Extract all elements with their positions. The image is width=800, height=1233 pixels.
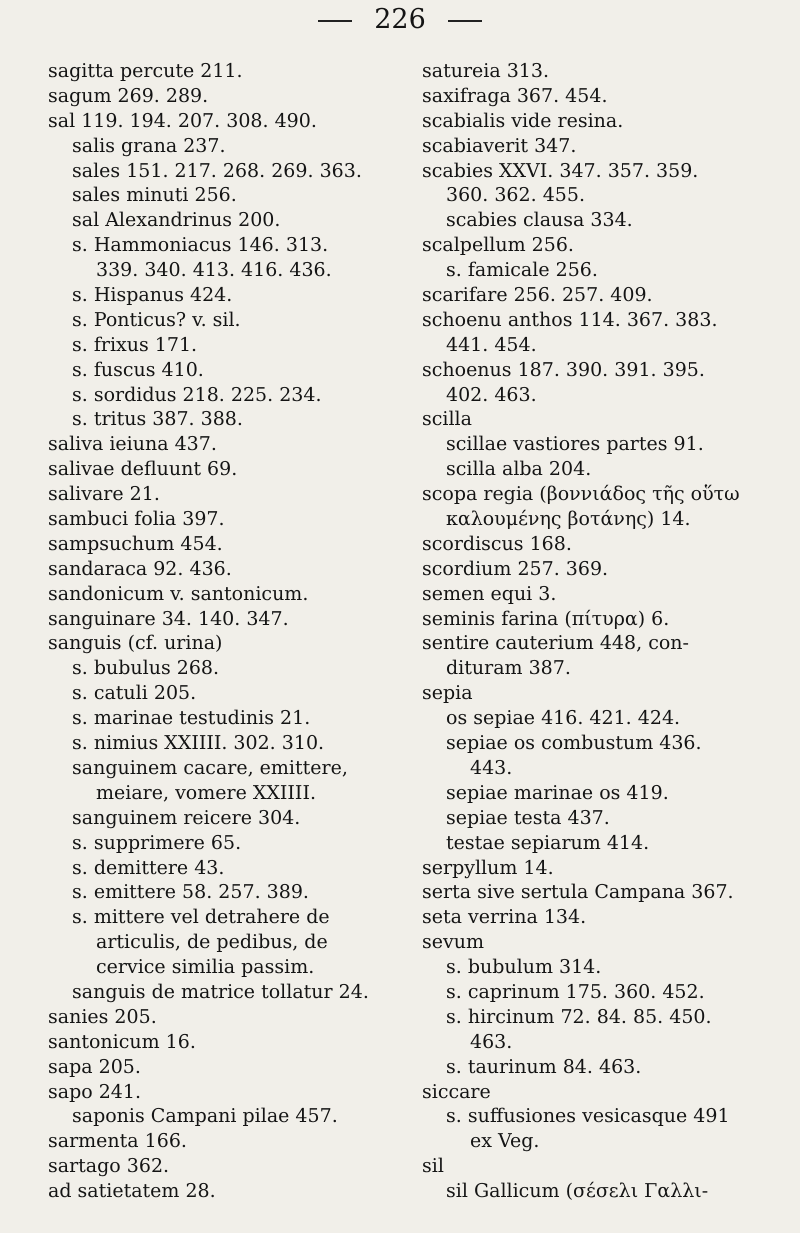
index-entry: s. famicale 256. — [446, 259, 598, 282]
index-entry: sanguinem cacare, emittere, — [72, 756, 348, 779]
index-entry: s. Hispanus 424. — [72, 284, 233, 307]
index-entry: dituram 387. — [446, 657, 571, 680]
index-entry: s. Ponticus? v. sil. — [72, 308, 241, 331]
index-entry: seminis farina (πίτυρα) 6. — [422, 607, 670, 630]
index-entry: meiare, vomere XXIIII. — [96, 781, 316, 804]
index-entry: scopa regia (βοννιάδος τῆς οὕτω — [422, 483, 740, 506]
index-entry: salivae defluunt 69. — [48, 458, 238, 481]
index-entry: 443. — [470, 756, 513, 779]
index-entry: scabies clausa 334. — [446, 209, 633, 232]
index-entry: articulis, de pedibus, de — [96, 931, 328, 954]
index-entry: sapo 241. — [48, 1080, 142, 1103]
index-entry: sanies 205. — [48, 1005, 157, 1028]
index-entry: s. tritus 387. 388. — [72, 408, 243, 431]
index-entry: sambuci folia 397. — [48, 508, 225, 531]
index-entry: 463. — [470, 1030, 513, 1053]
index-entry: sil Gallicum (σέσελι Γαλλι- — [446, 1180, 709, 1203]
index-entry: ex Veg. — [470, 1130, 540, 1153]
index-entry: scarifare 256. 257. 409. — [422, 284, 653, 307]
index-entry: salis grana 237. — [72, 134, 226, 157]
index-entry: sagum 269. 289. — [48, 84, 209, 107]
index-entry: sales minuti 256. — [72, 184, 237, 207]
index-entry: scordium 257. 369. — [422, 557, 609, 580]
index-entry: s. supprimere 65. — [72, 831, 242, 854]
index-entry: scilla — [422, 408, 472, 431]
index-entry: siccare — [422, 1080, 491, 1103]
index-entry: sepiae testa 437. — [446, 806, 610, 829]
index-entry: scilla alba 204. — [446, 458, 592, 481]
index-entry: satureia 313. — [422, 60, 550, 82]
index-entry: s. nimius XXIIII. 302. 310. — [72, 732, 325, 755]
index-entry: sanguinare 34. 140. 347. — [48, 607, 289, 630]
index-entry: sevum — [422, 931, 484, 954]
index-entry: s. catuli 205. — [72, 682, 197, 705]
index-entry: sal 119. 194. 207. 308. 490. — [48, 109, 317, 132]
page-header — [0, 2, 800, 38]
index-entry: s. mittere vel detrahere de — [72, 906, 330, 929]
index-entry: scabialis vide resina. — [422, 109, 624, 132]
index-entry: s. fuscus 410. — [72, 358, 204, 381]
index-entry: saxifraga 367. 454. — [422, 84, 608, 107]
index-entry: sandonicum v. santonicum. — [48, 582, 309, 605]
index-entry: s. emittere 58. 257. 389. — [72, 881, 309, 904]
index-entry: sepiae marinae os 419. — [446, 781, 669, 804]
index-entry: scillae vastiores partes 91. — [446, 433, 704, 456]
index-entry: sanguis (cf. urina) — [48, 632, 223, 655]
index-entry: sil — [422, 1155, 444, 1178]
index-entry: saponis Campani pilae 457. — [72, 1105, 338, 1128]
index-entry: sarmenta 166. — [48, 1130, 187, 1153]
index-entry: salivare 21. — [48, 483, 160, 506]
index-entry: sapa 205. — [48, 1055, 141, 1078]
index-entry: s. Hammoniacus 146. 313. — [72, 234, 329, 257]
index-entry: 402. 463. — [446, 383, 537, 406]
index-entry: s. sordidus 218. 225. 234. — [72, 383, 322, 406]
index-entry: s. demittere 43. — [72, 856, 225, 879]
index-entry: santonicum 16. — [48, 1030, 196, 1053]
index-entry: ad satietatem 28. — [48, 1180, 216, 1203]
index-entry: sentire cauterium 448, con- — [422, 632, 689, 655]
index-entry: sales 151. 217. 268. 269. 363. — [72, 159, 362, 182]
index-entry: sandaraca 92. 436. — [48, 557, 232, 580]
right-index-column — [422, 59, 774, 1204]
index-entry: scabies XXVI. 347. 357. 359. — [422, 159, 699, 182]
header-dash-left — [318, 20, 352, 22]
index-entry: s. bubulus 268. — [72, 657, 220, 680]
index-entry: schoenu anthos 114. 367. 383. — [422, 308, 718, 331]
index-entry: s. taurinum 84. 463. — [446, 1055, 642, 1078]
index-entry: serta sive sertula Campana 367. — [422, 881, 734, 904]
index-entry: sanguinem reicere 304. — [72, 806, 301, 829]
index-entry: καλουμένης βοτάνης) 14. — [446, 508, 691, 531]
index-entry: os sepiae 416. 421. 424. — [446, 707, 681, 730]
index-entry: scalpellum 256. — [422, 234, 574, 257]
header-dash-right — [448, 20, 482, 22]
index-entry: semen equi 3. — [422, 582, 557, 605]
left-index-column — [48, 59, 398, 1204]
index-entry: sepiae os combustum 436. — [446, 732, 702, 755]
index-entry: 339. 340. 413. 416. 436. — [96, 259, 332, 282]
index-entry: testae sepiarum 414. — [446, 831, 650, 854]
index-entry: 441. 454. — [446, 333, 537, 356]
index-entry: saliva ieiuna 437. — [48, 433, 217, 456]
index-entry: sal Alexandrinus 200. — [72, 209, 281, 232]
index-entry: sagitta percute 211. — [48, 60, 243, 82]
index-entry: s. suffusiones vesicasque 491 — [446, 1105, 730, 1128]
index-entry: 360. 362. 455. — [446, 184, 585, 207]
index-entry: cervice similia passim. — [96, 956, 315, 979]
index-entry: s. marinae testudinis 21. — [72, 707, 311, 730]
index-entry: sepia — [422, 682, 473, 705]
index-entry: serpyllum 14. — [422, 856, 554, 879]
index-entry: s. bubulum 314. — [446, 956, 602, 979]
index-entry: sanguis de matrice tollatur 24. — [72, 980, 369, 1003]
index-entry: scabiaverit 347. — [422, 134, 577, 157]
index-entry: schoenus 187. 390. 391. 395. — [422, 358, 705, 381]
page-number: 226 — [374, 4, 426, 35]
index-entry: scordiscus 168. — [422, 532, 572, 555]
index-entry: s. hircinum 72. 84. 85. 450. — [446, 1005, 712, 1028]
index-entry: s. frixus 171. — [72, 333, 198, 356]
index-entry: sartago 362. — [48, 1155, 170, 1178]
index-entry: sampsuchum 454. — [48, 532, 223, 555]
index-entry: seta verrina 134. — [422, 906, 587, 929]
index-entry: s. caprinum 175. 360. 452. — [446, 980, 705, 1003]
